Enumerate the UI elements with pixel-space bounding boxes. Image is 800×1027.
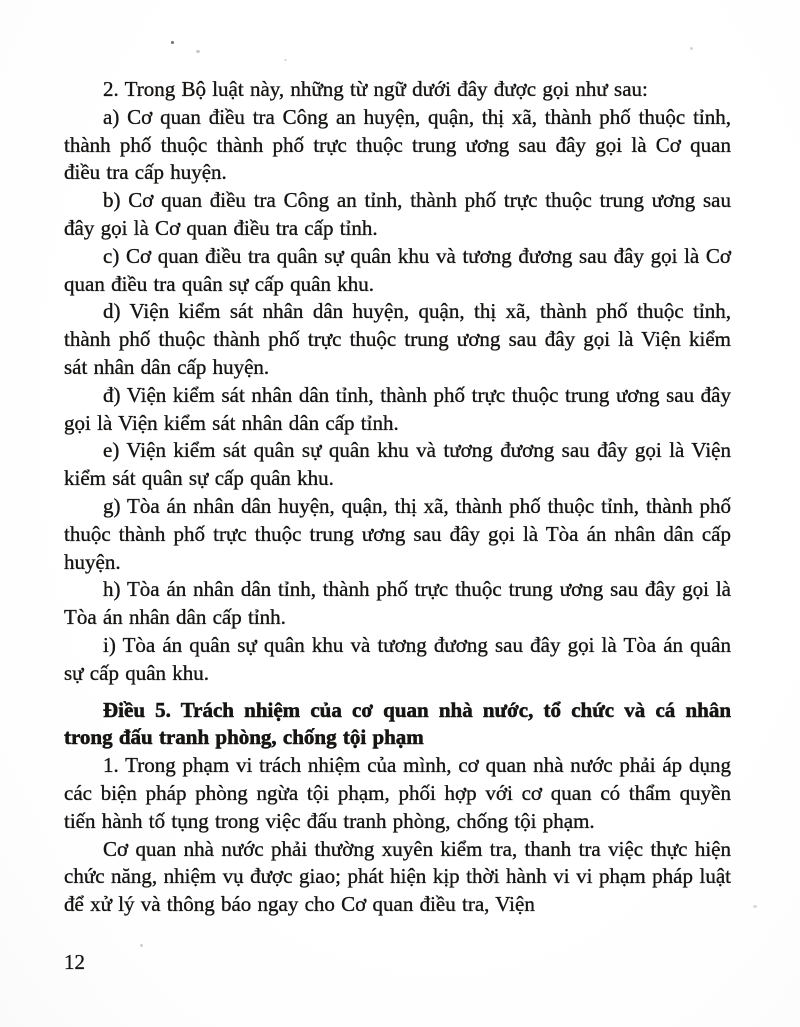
scan-speck bbox=[196, 50, 200, 53]
page-number: 12 bbox=[64, 950, 85, 974]
paragraph: c) Cơ quan điều tra quân sự quân khu và tương đương sau đây gọi là Cơ quan điều tra quân sự cấp quân khu. bbox=[64, 243, 731, 296]
paragraph: 1. Trong phạm vi trách nhiệm của mình, cơ quan nhà nước phải áp dụng các biện pháp phòng ngừa tội phạm, phối hợp với cơ quan có thẩm quyền tiến hành tố tụng trong việc đấu tranh phòng, chống tội phạm. bbox=[64, 753, 731, 833]
legal-text-block bbox=[64, 76, 731, 919]
paragraph: b) Cơ quan điều tra Công an tỉnh, thành phố trực thuộc trung ương sau đây gọi là Cơ quan điều tra cấp tỉnh. bbox=[64, 188, 731, 240]
paragraph: d) Viện kiểm sát nhân dân huyện, quận, thị xã, thành phố thuộc tỉnh, thành phố thuộc thành phố trực thuộc trung ương sau đây gọi là Viện kiểm sát nhân dân cấp huyện. bbox=[64, 299, 731, 379]
scan-speck bbox=[140, 944, 143, 947]
paragraph: Cơ quan nhà nước phải thường xuyên kiểm tra, thanh tra việc thực hiện chức năng, nhiệm vụ được giao; phát hiện kịp thời hành vi vi phạm pháp luật để xử lý và thông báo ngay cho Cơ quan điều tra, Viện bbox=[64, 836, 731, 917]
scan-speck bbox=[284, 59, 287, 61]
scan-speck bbox=[753, 905, 757, 908]
paragraph: e) Viện kiểm sát quân sự quân khu và tương đương sau đây gọi là Viện kiểm sát quân sự cấp quân khu. bbox=[64, 438, 731, 491]
paragraph: g) Tòa án nhân dân huyện, quận, thị xã, thành phố thuộc tỉnh, thành phố thuộc thành phố trực thuộc trung ương sau đây gọi là Tòa án nhân dân cấp huyện. bbox=[64, 493, 731, 574]
paragraph: h) Tòa án nhân dân tỉnh, thành phố trực thuộc trung ương sau đây gọi là Tòa án nhân dân cấp tỉnh. bbox=[64, 577, 731, 630]
scan-speck bbox=[690, 47, 693, 50]
article-heading: Điều 5. Trách nhiệm của cơ quan nhà nước, tổ chức và cá nhân trong đấu tranh phòng, chống tội phạm bbox=[64, 697, 731, 750]
scan-speck bbox=[171, 41, 174, 44]
paragraph: i) Tòa án quân sự quân khu và tương đương sau đây gọi là Tòa án quân sự cấp quân khu. bbox=[64, 632, 731, 685]
paragraph: 2. Trong Bộ luật này, những từ ngữ dưới đây được gọi như sau: bbox=[103, 77, 648, 101]
paragraph: a) Cơ quan điều tra Công an huyện, quận, thị xã, thành phố thuộc tỉnh, thành phố thuộc thành phố trực thuộc trung ương sau đây gọi là Cơ quan điều tra cấp huyện. bbox=[64, 104, 731, 185]
paragraph: đ) Viện kiểm sát nhân dân tỉnh, thành phố trực thuộc trung ương sau đây gọi là Viện kiểm sát nhân dân cấp tỉnh. bbox=[64, 382, 731, 435]
